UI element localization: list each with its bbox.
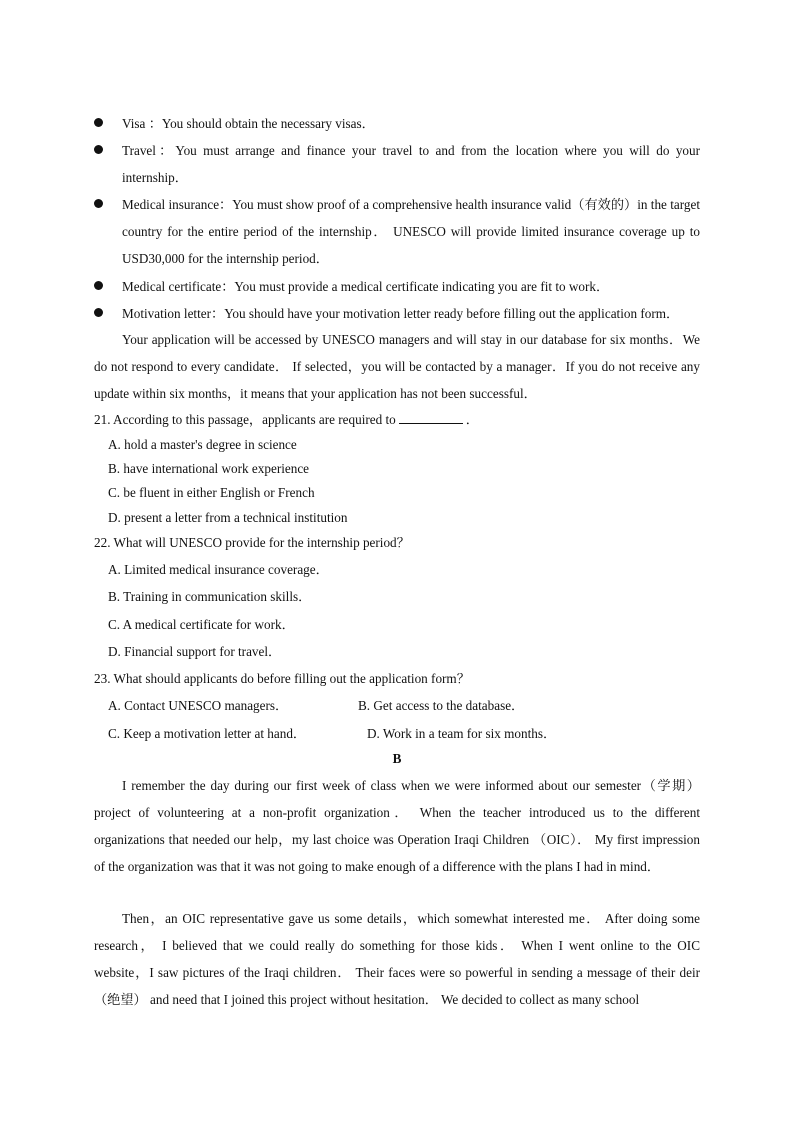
option-21-d: D. present a letter from a technical institution (108, 510, 348, 525)
requirement-label: Medical insurance (122, 197, 220, 212)
requirement-text: You must show proof of a comprehensive health insurance valid（有效的）in the target country for the entire period of the internship． UNESCO will provide limited insurance coverage up to USD30,000 for the internship period． (122, 197, 700, 266)
option-22-d: D. Financial support for travel． (108, 644, 282, 659)
requirement-label: Motivation letter (122, 306, 211, 321)
option-23-a: A. Contact UNESCO managers． (108, 698, 289, 713)
closing-paragraph: Your application will be accessed by UNESCO managers and will stay in our database for six months．We do not respond to every candidate． If selected，you will be contacted by a manager．If you do not receive any update within six months，it means that your application has not been successful． (94, 332, 700, 401)
option-21-c: C. be fluent in either English or French (108, 485, 315, 500)
option-23-d: D. Work in a team for six months． (367, 726, 557, 741)
requirement-text: You must provide a medical certificate indicating you are fit to work． (234, 279, 610, 294)
requirement-separator: ： (219, 197, 233, 212)
requirement-separator: ： (211, 306, 225, 321)
question-23: 23. What should applicants do before filling out the application form？ (94, 671, 470, 686)
requirement-separator: ： (148, 116, 162, 131)
requirement-label: Visa (122, 116, 146, 131)
question-22: 22. What will UNESCO provide for the internship period？ (94, 535, 410, 550)
bullet-icon (94, 199, 103, 208)
requirement-text: You should have your motivation letter ready before filling out the application form． (224, 306, 680, 321)
bullet-icon (94, 308, 103, 317)
answer-blank (399, 410, 463, 424)
passage-b-paragraph-2: Then，an OIC representative gave us some details，which somewhat interested me． After doing some research， I believed that we could really do something for those kids． When I went online to the OIC website，I saw pictures of the Iraqi children． Their faces were so powerful in sending a message of their deir（绝望） and need that I joined this project without hesitation． We decided to collect as many school (94, 911, 700, 1007)
requirement-label: Travel (122, 143, 156, 158)
bullet-icon (94, 118, 103, 127)
question-stem: 21. According to this passage，applicants are required to (94, 412, 396, 427)
requirement-separator: ： (155, 143, 176, 158)
requirement-text: You must arrange and finance your travel to and from the location where you will do your internship． (122, 143, 700, 185)
option-23-c: C. Keep a motivation letter at hand． (108, 726, 307, 741)
bullet-icon (94, 281, 103, 290)
option-22-a: A. Limited medical insurance coverage． (108, 562, 329, 577)
requirement-label: Medical certificate (122, 279, 222, 294)
requirement-medical-certificate (94, 273, 700, 300)
requirement-text: You should obtain the necessary visas． (161, 116, 375, 131)
passage-b-paragraph-1: I remember the day during our first week of class when we were informed about our semester（学期）project of volunteering at a non-profit organization． When the teacher introduced us to the different organizations that needed our help，my last choice was Operation Iraqi Children （OIC）． My first impression of the organization was that it was not going to make enough of a difference with the plans I had in mind． (94, 778, 700, 874)
requirement-visa (94, 110, 700, 137)
bullet-icon (94, 145, 103, 154)
requirement-travel (94, 137, 700, 191)
option-21-b: B. have international work experience (108, 461, 310, 476)
question-stem-end: ． (465, 412, 479, 427)
option-23-b: B. Get access to the database． (358, 698, 525, 713)
question-21 (94, 410, 479, 430)
requirement-motivation-letter (94, 300, 706, 327)
option-21-a: A. hold a master's degree in science (108, 437, 297, 452)
requirement-medical-insurance (94, 191, 700, 272)
section-heading: B (392, 751, 402, 766)
option-22-c: C. A medical certificate for work． (108, 617, 295, 632)
requirement-separator: ： (221, 279, 235, 294)
option-22-b: B. Training in communication skills． (108, 589, 312, 604)
